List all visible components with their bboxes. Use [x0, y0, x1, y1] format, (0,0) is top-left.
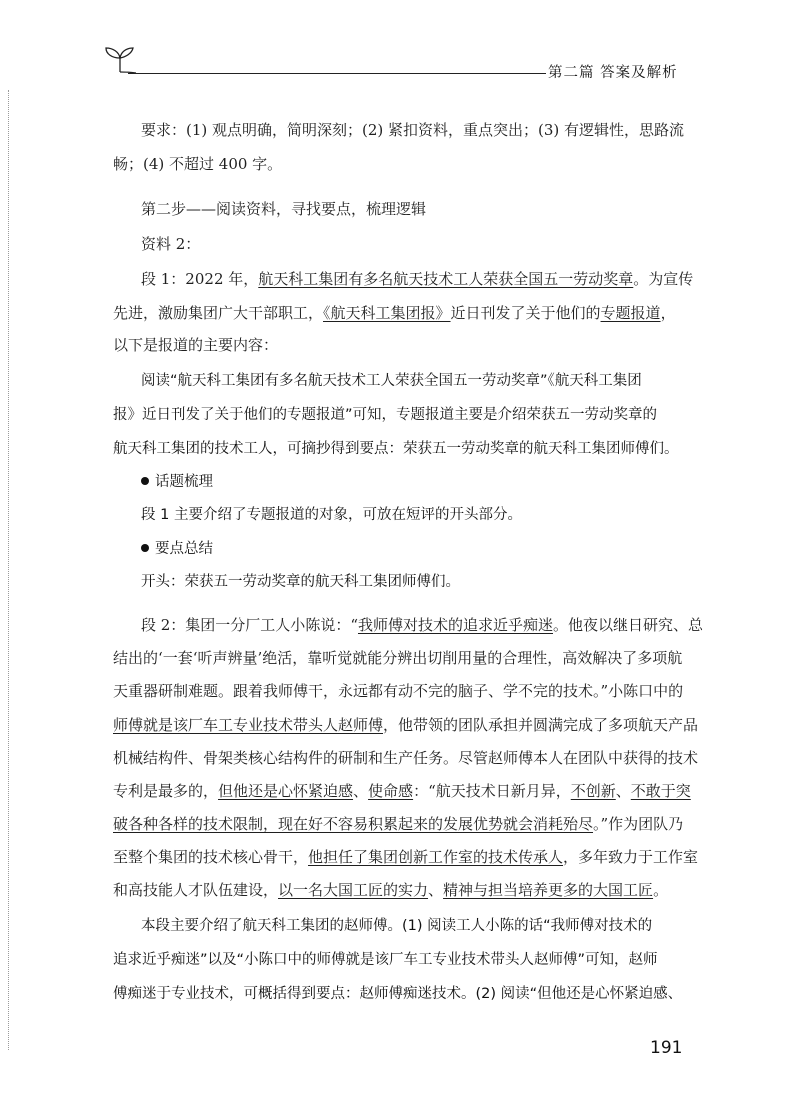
- analysis-2-line-1: 本段主要介绍了航天科工集团的赵师傅。(1) 阅读工人小陈的话“我师傅对技术的: [141, 918, 653, 934]
- key-phrase: 使命感: [368, 782, 414, 800]
- header-rule: [128, 73, 540, 74]
- key-phrase: 以一名大国工匠的实力: [278, 881, 429, 899]
- summary-text: 开头：荣获五一劳动奖章的航天科工集团师傅们。: [141, 574, 460, 590]
- key-phrase: 破各种各样的技术限制，现在好不容易积累起来的发展优势就会消耗殆尽: [113, 815, 594, 833]
- material-label: 资料 2：: [141, 235, 201, 253]
- requirements-line-1: 要求：(1) 观点明确，简明深刻；(2) 紧扣资料，重点突出；(3) 有逻辑性，思路流: [141, 121, 685, 139]
- key-phrase: 不创新: [570, 782, 616, 800]
- paragraph-2-line-4: 师傅就是该厂车工专业技术带头人赵师傅，他带领的团队承担并圆满完成了多项航天产品: [113, 716, 699, 734]
- key-phrase: 但他还是心怀紧迫感: [218, 782, 354, 800]
- key-phrase: 专题报道: [600, 304, 661, 322]
- paragraph-1-line-3: 以下是报道的主要内容：: [113, 336, 279, 354]
- requirements-line-2: 畅；(4) 不超过 400 字。: [113, 155, 283, 173]
- leaf-sprout-icon: [100, 44, 140, 76]
- topic-heading: 话题梳理: [141, 470, 213, 491]
- paragraph-2-line-2: 结出的‘一套‘听声辨量’绝活，靠听觉就能分辨出切削用量的合理性，高效解决了多项航: [113, 649, 683, 667]
- bullet-icon: [141, 477, 149, 485]
- topic-text: 段 1 主要介绍了专题报道的对象，可放在短评的开头部分。: [141, 507, 522, 523]
- analysis-1-line-2: 报》近日刊发了关于他们的专题报道”可知，专题报道主要是介绍荣获五一劳动奖章的: [113, 407, 658, 423]
- key-phrase: 精神与担当培养更多的大国工匠: [443, 881, 654, 899]
- header-rule-end: [538, 73, 546, 74]
- paragraph-1-line-2: 先进，激励集团广大干部职工，《航天科工集团报》近日刊发了关于他们的专题报道，: [113, 304, 676, 322]
- paragraph-2-line-9: 和高技能人才队伍建设，以一名大国工匠的实力、精神与担当培养更多的大国工匠。: [113, 881, 669, 899]
- key-phrase: 师傅就是该厂车工专业技术带头人赵师傅: [113, 716, 384, 734]
- key-phrase: 不敢于突: [630, 782, 691, 800]
- paragraph-1-line-1: 段 1：2022 年，航天科工集团有多名航天技术工人荣获全国五一劳动奖章。为宣传: [141, 270, 694, 288]
- analysis-1-line-1: 阅读“航天科工集团有多名航天技术工人荣获全国五一劳动奖章”《航天科工集团: [141, 373, 642, 389]
- header-title: 第二篇 答案及解析: [548, 65, 678, 81]
- analysis-2-line-2: 追求近乎痴迷”以及“小陈口中的师傅就是该厂车工专业技术带头人赵师傅”可知，赵师: [113, 952, 658, 968]
- paragraph-2-line-3: 天重器研制难题。跟着我师傅干，永远都有动不完的脑子、学不完的技术。”小陈口中的: [113, 682, 684, 700]
- key-phrase: 《航天科工集团报》: [323, 304, 451, 322]
- paragraph-2-line-6: 专利是最多的，但他还是心怀紧迫感、使命感：“航天技术日新月异，不创新、不敢于突: [113, 782, 691, 800]
- step-two-heading: 第二步——阅读资料，寻找要点，梳理逻辑: [141, 200, 427, 218]
- paragraph-2-line-7: 破各种各样的技术限制，现在好不容易积累起来的发展优势就会消耗殆尽。”作为团队乃: [113, 815, 684, 833]
- bullet-icon: [141, 544, 149, 552]
- page-number: 191: [650, 1038, 683, 1058]
- key-phrase: 航天科工集团有多名航天技术工人荣获全国五一劳动奖章: [258, 270, 634, 288]
- paragraph-2-line-8: 至整个集团的技术核心骨干，他担任了集团创新工作室的技术传承人，多年致力于工作室: [113, 848, 699, 866]
- paragraph-2-line-1: 段 2：集团一分厂工人小陈说：“我师傅对技术的追求近乎痴迷。他夜以继日研究、总: [141, 616, 704, 634]
- analysis-2-line-3: 傅痴迷于专业技术，可概括得到要点：赵师傅痴迷技术。(2) 阅读“但他还是心怀紧迫感、: [113, 986, 683, 1002]
- summary-heading: 要点总结: [141, 537, 213, 558]
- analysis-1-line-3: 航天科工集团的技术工人，可摘抄得到要点：荣获五一劳动奖章的航天科工集团师傅们。: [113, 441, 679, 457]
- paragraph-2-line-5: 机械结构件、骨架类核心结构件的研制和生产任务。尽管赵师傅本人在团队中获得的技术: [113, 749, 699, 767]
- key-phrase: 他担任了集团创新工作室的技术传承人: [308, 848, 564, 866]
- key-phrase: 我师傅对技术的追求近乎痴迷: [357, 616, 553, 634]
- binding-margin-dots: [8, 90, 10, 1050]
